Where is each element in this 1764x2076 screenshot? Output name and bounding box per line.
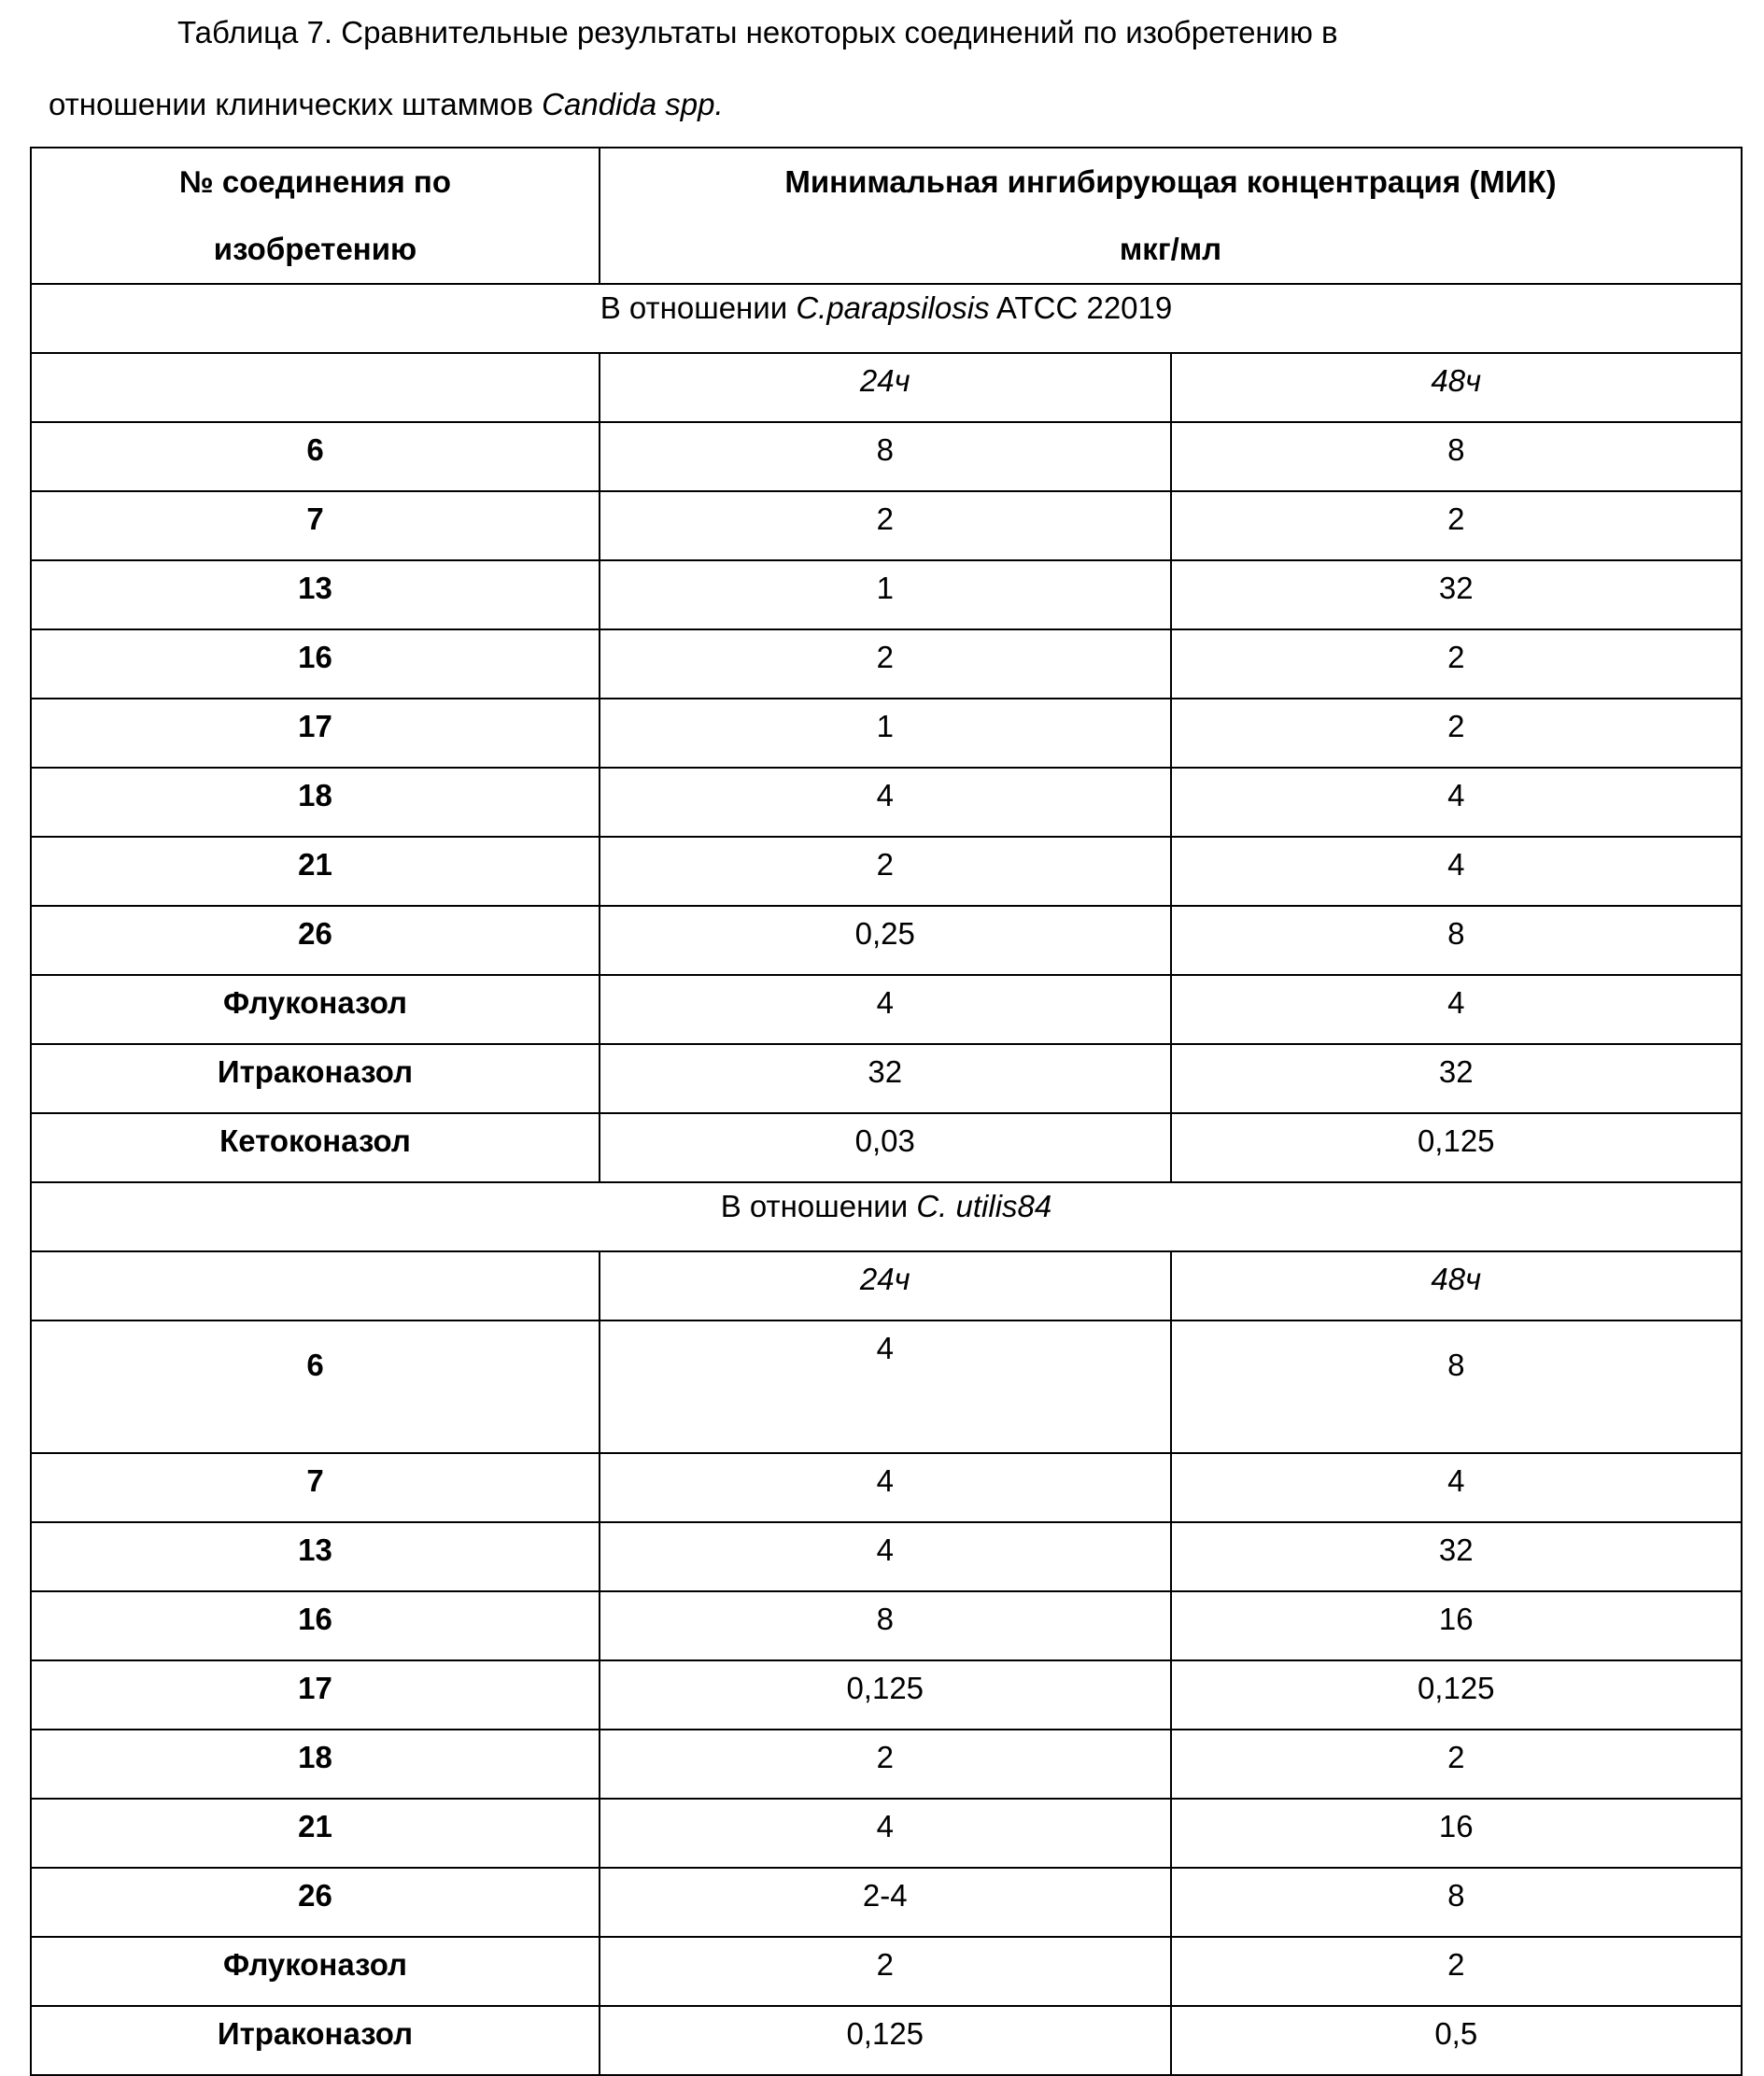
table-row	[31, 422, 1742, 491]
mic-48h-cell: 4	[1171, 975, 1743, 1044]
table-caption-line1: Таблица 7. Сравнительные результаты некоторых соединений по изобретению в	[177, 13, 1764, 52]
mic-48h-cell: 8	[1171, 1320, 1743, 1453]
time-header-row	[31, 1251, 1742, 1320]
mic-24h-cell: 0,125	[600, 2006, 1171, 2075]
compound-cell: 16	[31, 629, 600, 699]
table-row	[31, 1868, 1742, 1937]
compound-cell: 21	[31, 1799, 600, 1868]
table-row	[31, 768, 1742, 837]
mic-24h-cell: 4	[600, 975, 1171, 1044]
mic-48h-cell: 32	[1171, 1044, 1743, 1113]
table-row	[31, 906, 1742, 975]
section-suffix: ATCC 22019	[990, 290, 1173, 325]
mic-48h-cell: 0,5	[1171, 2006, 1743, 2075]
mic-48h-cell: 2	[1171, 629, 1743, 699]
mic-results-table	[30, 147, 1743, 2076]
compound-cell: 16	[31, 1591, 600, 1660]
compound-cell: 21	[31, 837, 600, 906]
mic-24h-cell: 0,03	[600, 1113, 1171, 1182]
mic-48h-cell: 4	[1171, 768, 1743, 837]
compound-cell: 26	[31, 906, 600, 975]
mic-48h-cell: 2	[1171, 1937, 1743, 2006]
compound-cell: 7	[31, 1453, 600, 1522]
time-header-empty	[31, 1251, 600, 1320]
mic-48h-cell: 2	[1171, 699, 1743, 768]
time-header-48h: 48ч	[1171, 353, 1743, 422]
mic-48h-cell: 8	[1171, 1868, 1743, 1937]
mic-48h-cell: 2	[1171, 491, 1743, 560]
mic-24h-cell: 8	[600, 1591, 1171, 1660]
mic-24h-cell: 4	[600, 1320, 1171, 1453]
section-title-row	[31, 284, 1742, 353]
time-header-24h: 24ч	[600, 1251, 1171, 1320]
table-row	[31, 1660, 1742, 1730]
mic-48h-cell: 0,125	[1171, 1660, 1743, 1730]
mic-24h-cell: 2	[600, 837, 1171, 906]
mic-48h-cell: 8	[1171, 422, 1743, 491]
table-row	[31, 1799, 1742, 1868]
mic-24h-cell: 4	[600, 1522, 1171, 1591]
header-col1-line1: № соединения по	[32, 148, 599, 216]
table-row	[31, 1320, 1742, 1453]
mic-48h-cell: 4	[1171, 1453, 1743, 1522]
mic-48h-cell: 0,125	[1171, 1113, 1743, 1182]
table-row	[31, 1453, 1742, 1522]
compound-cell: 6	[31, 422, 600, 491]
compound-cell: 13	[31, 1522, 600, 1591]
mic-24h-cell: 1	[600, 560, 1171, 629]
mic-24h-cell: 0,25	[600, 906, 1171, 975]
section-prefix: В отношении	[600, 290, 797, 325]
compound-cell: 17	[31, 699, 600, 768]
time-header-48h: 48ч	[1171, 1251, 1743, 1320]
mic-24h-cell: 4	[600, 768, 1171, 837]
mic-24h-cell: 2	[600, 1730, 1171, 1799]
compound-cell: 18	[31, 1730, 600, 1799]
compound-cell: 26	[31, 1868, 600, 1937]
header-col2-line2: мкг/мл	[600, 216, 1741, 283]
section-prefix: В отношении	[721, 1189, 917, 1223]
table-row	[31, 1730, 1742, 1799]
mic-24h-cell: 2	[600, 1937, 1171, 2006]
time-header-row	[31, 353, 1742, 422]
mic-24h-cell: 4	[600, 1799, 1171, 1868]
table-row	[31, 491, 1742, 560]
compound-cell: 7	[31, 491, 600, 560]
section-title	[31, 1182, 1742, 1251]
mic-24h-cell: 2	[600, 491, 1171, 560]
compound-cell: 18	[31, 768, 600, 837]
table-row	[31, 2006, 1742, 2075]
mic-24h-cell: 0,125	[600, 1660, 1171, 1730]
table-row	[31, 560, 1742, 629]
mic-48h-cell: 16	[1171, 1799, 1743, 1868]
compound-cell: Флуконазол	[31, 975, 600, 1044]
table-row	[31, 1044, 1742, 1113]
mic-48h-cell: 2	[1171, 1730, 1743, 1799]
compound-cell: Кетоконазол	[31, 1113, 600, 1182]
header-col2-line1: Минимальная ингибирующая концентрация (МИК)	[600, 148, 1741, 216]
caption-organism: Candida spp.	[542, 87, 723, 121]
table-row	[31, 1522, 1742, 1591]
time-header-24h: 24ч	[600, 353, 1171, 422]
table-row	[31, 699, 1742, 768]
section-title-row	[31, 1182, 1742, 1251]
table-caption-line2	[49, 85, 1729, 124]
mic-48h-cell: 32	[1171, 560, 1743, 629]
section-title	[31, 284, 1742, 353]
section-organism: C.parapsilosis	[796, 290, 989, 325]
table-row	[31, 629, 1742, 699]
table-row	[31, 1937, 1742, 2006]
compound-cell: Флуконазол	[31, 1937, 600, 2006]
header-compound-number	[31, 148, 600, 284]
header-mic	[600, 148, 1742, 284]
mic-48h-cell: 8	[1171, 906, 1743, 975]
table-row	[31, 1591, 1742, 1660]
table-row	[31, 975, 1742, 1044]
mic-24h-cell: 32	[600, 1044, 1171, 1113]
mic-24h-cell: 8	[600, 422, 1171, 491]
time-header-empty	[31, 353, 600, 422]
table-header-row	[31, 148, 1742, 284]
mic-48h-cell: 4	[1171, 837, 1743, 906]
compound-cell: Итраконазол	[31, 2006, 600, 2075]
mic-24h-cell: 4	[600, 1453, 1171, 1522]
mic-48h-cell: 32	[1171, 1522, 1743, 1591]
caption-text: отношении клинических штаммов	[49, 87, 542, 121]
compound-cell: 13	[31, 560, 600, 629]
header-col1-line2: изобретению	[32, 216, 599, 283]
mic-24h-cell: 1	[600, 699, 1171, 768]
section-organism: C. utilis84	[916, 1189, 1051, 1223]
mic-24h-cell: 2-4	[600, 1868, 1171, 1937]
mic-48h-cell: 16	[1171, 1591, 1743, 1660]
compound-cell: Итраконазол	[31, 1044, 600, 1113]
mic-24h-cell: 2	[600, 629, 1171, 699]
table-row	[31, 1113, 1742, 1182]
compound-cell: 17	[31, 1660, 600, 1730]
table-row	[31, 837, 1742, 906]
compound-cell: 6	[31, 1320, 600, 1453]
